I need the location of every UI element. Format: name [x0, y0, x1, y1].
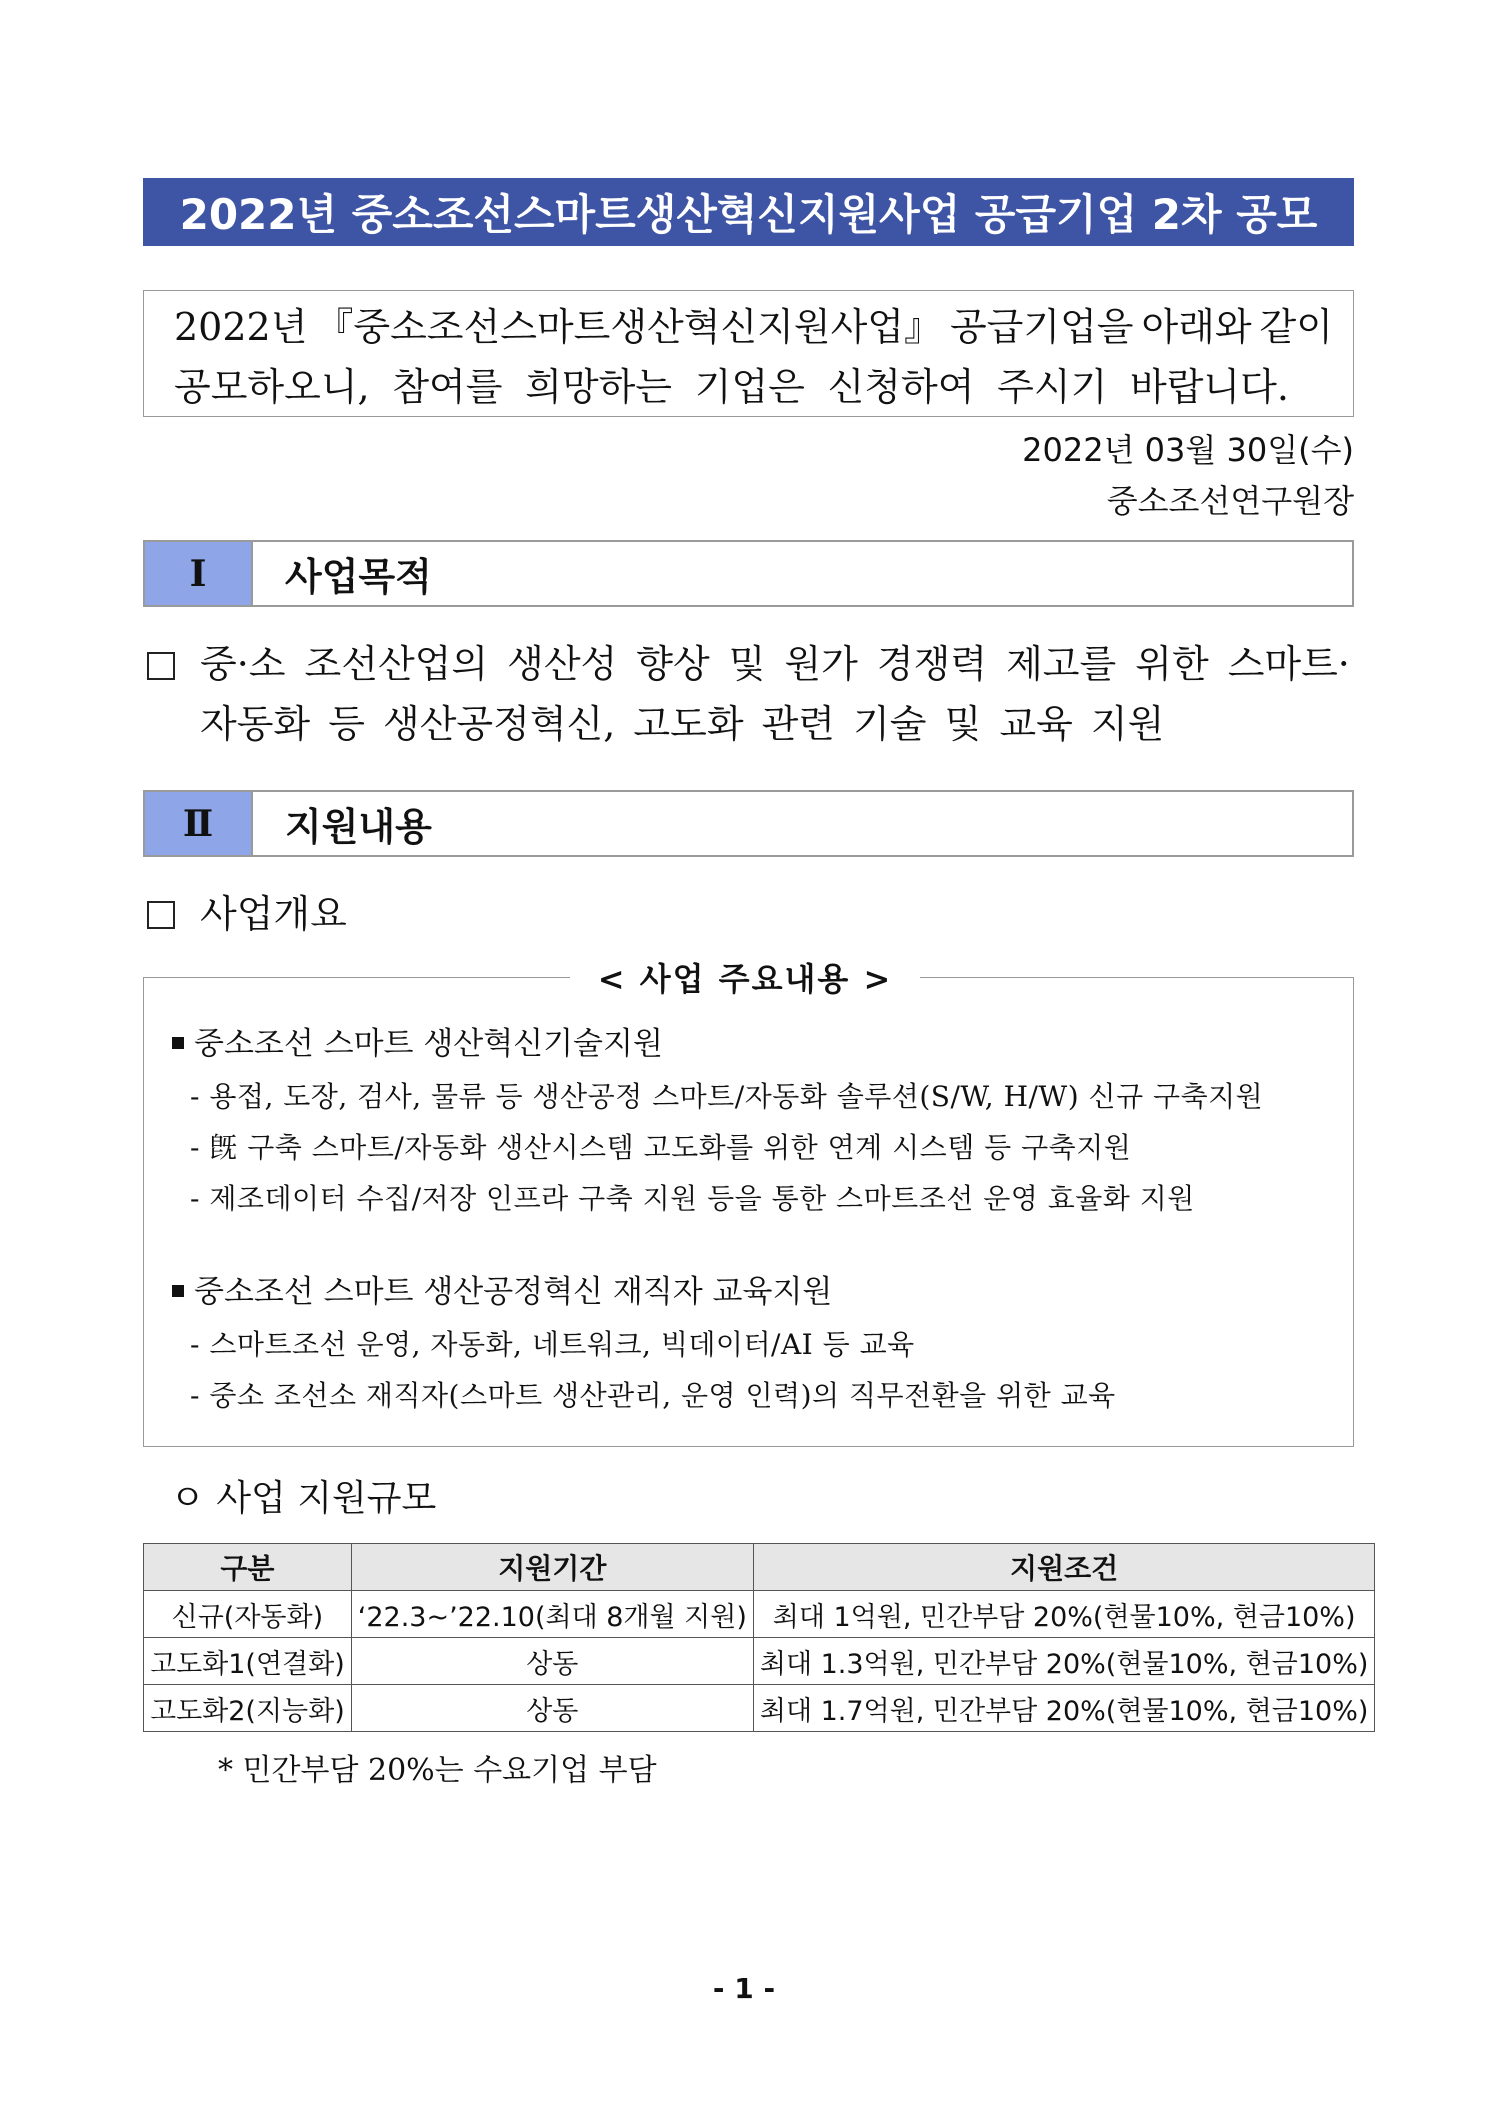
content-list-item: - 용접, 도장, 검사, 물류 등 생산공정 스마트/자동화 솔루션(S/W, H/W) 신규 구축지원 [190, 1080, 1264, 1113]
intro-word: 같이 [1259, 305, 1333, 349]
purpose-word: 원가 [784, 642, 858, 686]
section-title: 지원내용 [285, 805, 432, 849]
purpose-line-1 [200, 634, 1350, 694]
square-bullet-icon [172, 1285, 184, 1297]
intro-line-2 [174, 357, 1289, 417]
overview-label: 사업개요 [200, 892, 347, 936]
intro-word: 공급기업을 [949, 305, 1134, 349]
scale-title: ㅇ 사업 지원규모 [170, 1478, 437, 1519]
section-number: Ⅰ [145, 542, 253, 605]
purpose-paragraph [200, 634, 1350, 754]
intro-line-1 [174, 297, 1333, 357]
purpose-word: 생산성 [507, 642, 618, 686]
content-group-heading [172, 1270, 832, 1314]
intro-word: 주시기 [997, 365, 1108, 409]
table-header-cell: 지원조건 [753, 1544, 1375, 1591]
intro-word: 바랍니다. [1130, 365, 1289, 409]
intro-word: 참여를 [392, 365, 503, 409]
table-row [144, 1638, 1375, 1685]
intro-word: 희망하는 [525, 365, 673, 409]
purpose-line-2: 자동화 등 생산공정혁신, 고도화 관련 기술 및 교육 지원 [200, 702, 1165, 746]
content-list-item: - 제조데이터 수집/저장 인프라 구축 지원 등을 통한 스마트조선 운영 효율화 지원 [190, 1182, 1195, 1215]
document-title: 2022년 중소조선스마트생산혁신지원사업 공급기업 2차 공모 [143, 178, 1354, 246]
intro-box [143, 290, 1354, 417]
purpose-word: 위한 [1135, 642, 1209, 686]
intro-word: 신청하여 [827, 365, 975, 409]
section-header-purpose [143, 540, 1354, 607]
table-cell: 고도화1(연결화) [144, 1638, 352, 1685]
support-scale-table [143, 1543, 1375, 1732]
checkbox-bullet-icon [147, 901, 175, 929]
table-cell: ‘22.3~’22.10(최대 8개월 지원) [351, 1591, 753, 1638]
purpose-word: 및 [728, 642, 766, 686]
document-date: 2022년 03월 30일(수) [1022, 431, 1354, 469]
purpose-word: 제고를 [1006, 642, 1117, 686]
intro-word: 『중소조선스마트생산혁신지원사업』 [315, 305, 942, 349]
table-cell: 신규(자동화) [144, 1591, 352, 1638]
table-cell: 최대 1.3억원, 민간부담 20%(현물10%, 현금10%) [753, 1638, 1375, 1685]
page-number: - 1 - [712, 1972, 776, 2005]
content-list-item: - 중소 조선소 재직자(스마트 생산관리, 운영 인력)의 직무전환을 위한 교육 [190, 1379, 1116, 1412]
table-footnote: * 민간부담 20%는 수요기업 부담 [218, 1753, 657, 1788]
purpose-word: 조선산업의 [304, 642, 489, 686]
intro-word: 2022년 [174, 305, 308, 349]
section-title: 사업목적 [285, 555, 432, 599]
table-cell: 상동 [351, 1685, 753, 1732]
square-bullet-icon [172, 1037, 184, 1049]
content-box-title: < 사업 주요내용 > [570, 953, 920, 1001]
group-heading-text: 중소조선 스마트 생산공정혁신 재직자 교육지원 [194, 1274, 833, 1310]
purpose-word: 향상 [636, 642, 710, 686]
intro-word: 기업은 [694, 365, 805, 409]
table-header-cell: 구분 [144, 1544, 352, 1591]
issuer-name: 중소조선연구원장 [1106, 482, 1354, 520]
content-list-item: - 스마트조선 운영, 자동화, 네트워크, 빅데이터/AI 등 교육 [190, 1328, 915, 1361]
intro-word: 아래와 [1141, 305, 1252, 349]
table-row [144, 1685, 1375, 1732]
purpose-word: 중·소 [200, 642, 286, 686]
content-list-item: - 旣 구축 스마트/자동화 생산시스템 고도화를 위한 연계 시스템 등 구축지원 [190, 1131, 1132, 1164]
table-header-cell: 지원기간 [351, 1544, 753, 1591]
table-header-row [144, 1544, 1375, 1591]
content-group-heading [172, 1022, 663, 1066]
purpose-word: 경쟁력 [876, 642, 988, 686]
table-row [144, 1591, 1375, 1638]
section-header-support [143, 790, 1354, 857]
group-heading-text: 중소조선 스마트 생산혁신기술지원 [194, 1026, 663, 1062]
table-cell: 상동 [351, 1638, 753, 1685]
table-cell: 최대 1억원, 민간부담 20%(현물10%, 현금10%) [753, 1591, 1375, 1638]
table-cell: 고도화2(지능화) [144, 1685, 352, 1732]
intro-word: 공모하오니, [174, 365, 370, 409]
purpose-word: 스마트· [1227, 642, 1350, 686]
table-cell: 최대 1.7억원, 민간부담 20%(현물10%, 현금10%) [753, 1685, 1375, 1732]
checkbox-bullet-icon [147, 652, 175, 680]
section-number: Ⅱ [145, 792, 253, 855]
